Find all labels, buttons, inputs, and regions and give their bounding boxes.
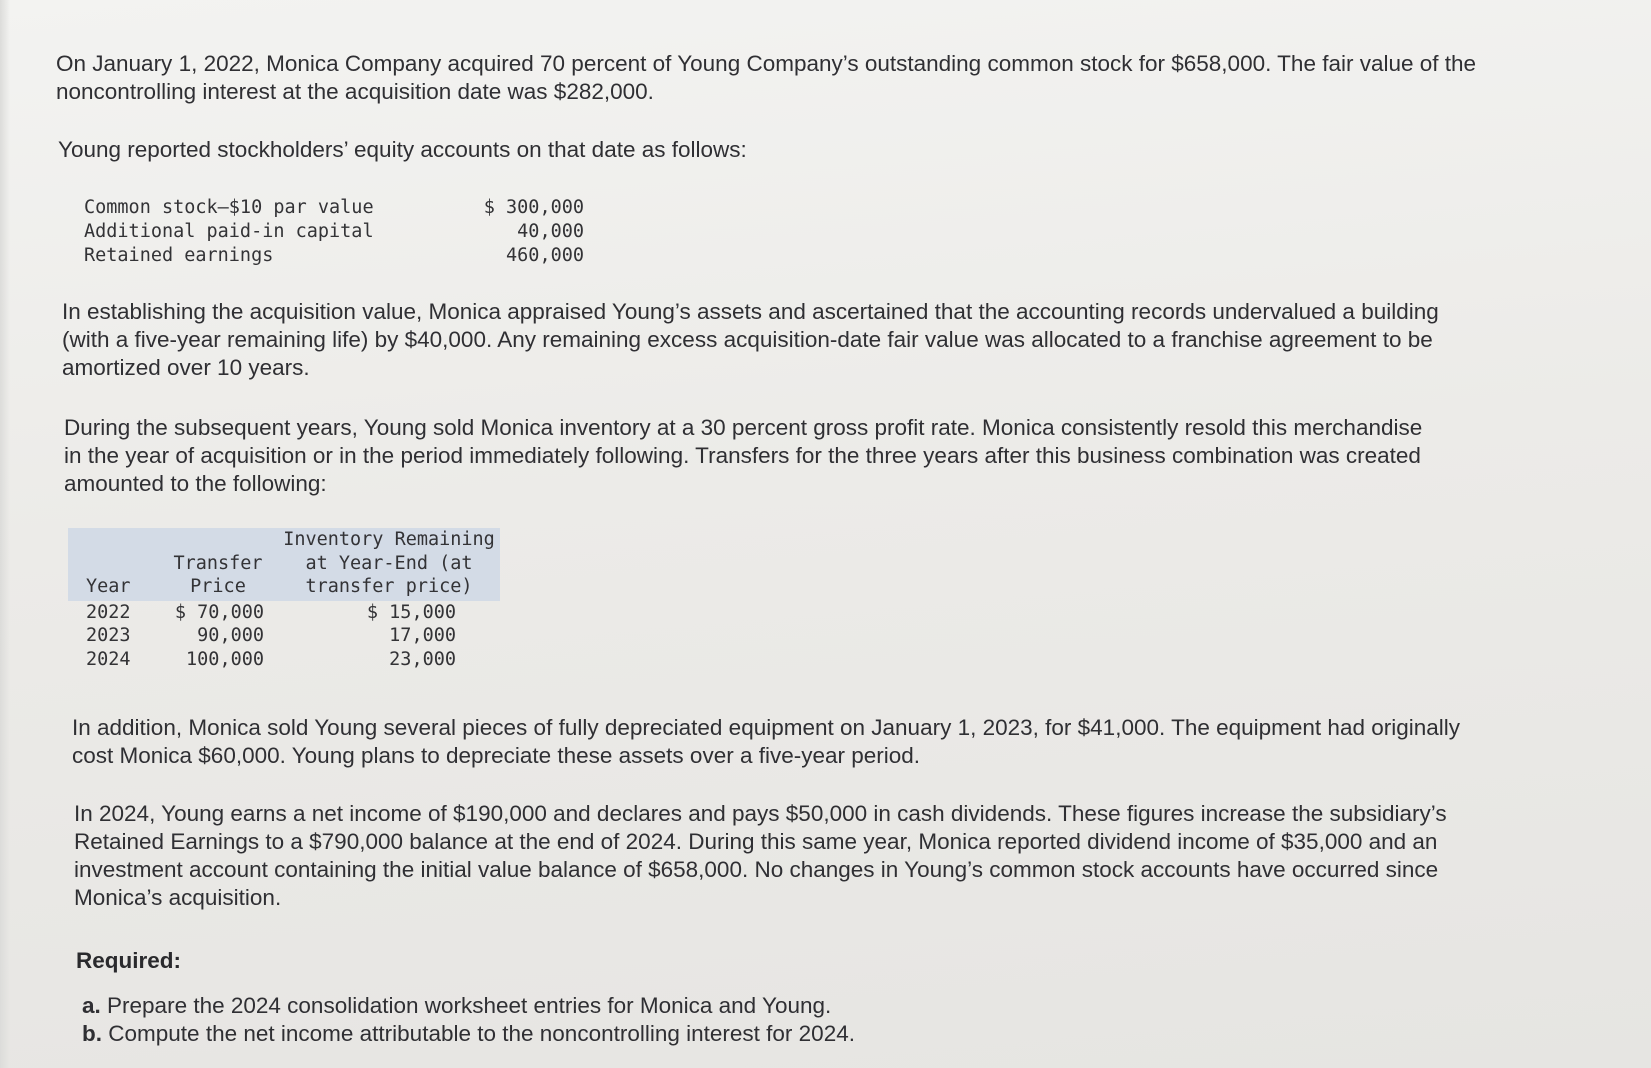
cell-year: 2024 <box>86 648 131 670</box>
appraisal-paragraph: In establishing the acquisition value, Monica appraised Young’s assets and ascertained that the accounting records undervalued a building (with a five-year remaining life) by $40,000. Any remaining excess acquisition-date fair value was allocated to a franchise agreement to be amortized over 10 years. <box>62 299 1439 380</box>
table-row <box>68 648 500 672</box>
header-year: Year <box>86 576 131 597</box>
cell-inventory-remaining: $ 15,000 <box>366 601 456 623</box>
cell-year: 2022 <box>86 601 131 623</box>
table-row <box>68 624 500 648</box>
required-label: Required: <box>76 948 182 973</box>
header-inventory-remaining: Inventory Remaining at Year-End (at transfer price) <box>283 529 495 597</box>
income-2024-paragraph: In 2024, Young earns a net income of $190,000 and declares and pays $50,000 in cash dividends. These figures increase the subsidiary’s Retained Earnings to a $790,000 balance at the end of 2024. During this same year, Monica reported dividend income of $35,000 and an investment account containing the initial value balance of $658,000. No changes in Young’s common stock accounts have occurred since Monica’s acquisition. <box>74 801 1447 910</box>
inventory-transfers-table <box>68 528 500 671</box>
table-header <box>68 528 500 601</box>
cell-inventory-remaining: 23,000 <box>389 648 456 670</box>
requirement-text: Compute the net income attributable to the noncontrolling interest for 2024. <box>108 1021 855 1046</box>
requirements-list <box>82 992 855 1048</box>
equity-row <box>84 244 604 268</box>
equity-amount: 460,000 <box>506 245 584 266</box>
equity-amount: 40,000 <box>517 221 584 242</box>
equity-label: Retained earnings <box>84 245 274 266</box>
header-transfer-price: Transfer Price <box>173 552 263 597</box>
equity-row <box>84 220 604 244</box>
cell-inventory-remaining: 17,000 <box>389 625 456 646</box>
table-row <box>68 601 500 625</box>
requirement-item <box>82 992 855 1020</box>
requirement-item <box>82 1020 855 1048</box>
cell-year: 2023 <box>86 625 131 646</box>
page-edge-shadow <box>0 0 10 1068</box>
equity-amount: $ 300,000 <box>483 197 584 218</box>
cell-transfer-price: 90,000 <box>197 625 264 646</box>
equity-accounts-table <box>84 196 604 268</box>
requirement-tag: a. <box>82 993 101 1018</box>
requirement-tag: b. <box>82 1021 102 1046</box>
equity-row <box>84 196 604 220</box>
requirement-text: Prepare the 2024 consolidation worksheet entries for Monica and Young. <box>107 993 832 1018</box>
equity-label: Common stock–$10 par value <box>84 197 374 218</box>
equipment-paragraph: In addition, Monica sold Young several pieces of fully depreciated equipment on January 1, 2023, for $41,000. The equipment had originally cost Monica $60,000. Young plans to depreciate these assets over a five-year period. <box>72 715 1461 768</box>
intro-paragraph: On January 1, 2022, Monica Company acquired 70 percent of Young Company’s outstanding common stock for $658,000. The fair value of the noncontrolling interest at the acquisition date was $282,000. <box>56 51 1477 104</box>
cell-transfer-price: $ 70,000 <box>174 601 264 623</box>
transfers-intro-paragraph: During the subsequent years, Young sold Monica inventory at a 30 percent gross profit rate. Monica consistently resold this merchandise in the year of acquisition or in the period immediately following. Transfers for the three years after this business combination was created amounted to the following: <box>64 415 1423 496</box>
equity-intro: Young reported stockholders’ equity accounts on that date as follows: <box>58 137 747 162</box>
cell-transfer-price: 100,000 <box>186 648 264 670</box>
equity-label: Additional paid-in capital <box>84 221 374 242</box>
